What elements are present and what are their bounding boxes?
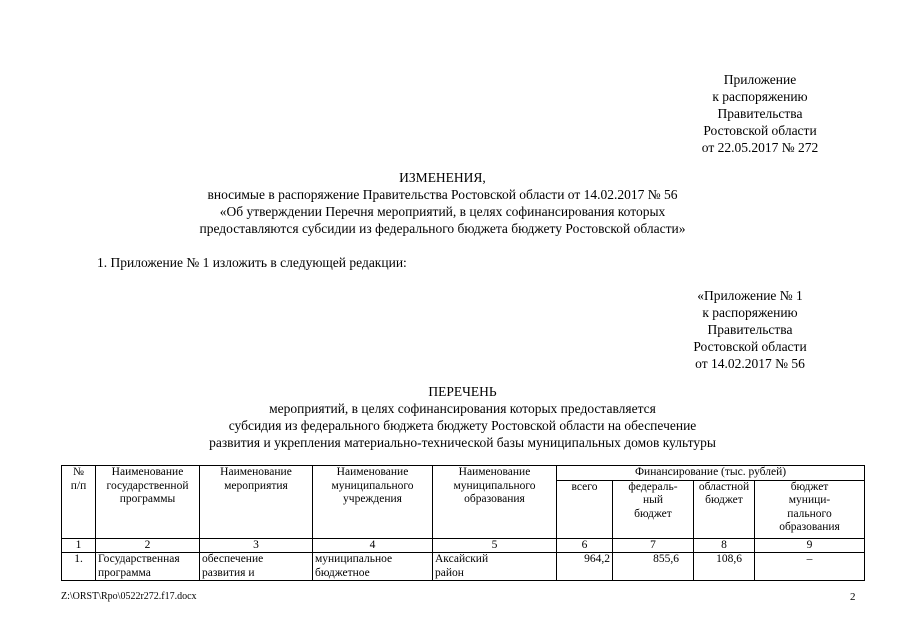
annex-line: Ростовской области (693, 339, 807, 354)
row-institution: муниципальное бюджетное (313, 553, 433, 581)
column-number: 2 (96, 538, 200, 553)
annex-line: к распоряжению (702, 305, 798, 320)
column-number: 1 (62, 538, 96, 553)
table-row (62, 553, 865, 581)
list-line: мероприятий, в целях софинансирования которых предоставляется (269, 401, 656, 416)
changes-line: предоставляются субсидии из федерального бюджета бюджету Ростовской области» (199, 221, 686, 236)
column-number: 6 (557, 538, 613, 553)
header-total: всего (557, 480, 613, 538)
approval-line: от 22.05.2017 № 272 (701, 140, 819, 155)
column-number: 7 (613, 538, 694, 553)
header-num: № п/п (62, 466, 96, 539)
header-federal: федераль- ный бюджет (613, 480, 694, 538)
approval-line: к распоряжению (712, 89, 808, 104)
column-number-row (62, 538, 865, 553)
header-event: Наименование мероприятия (200, 466, 313, 539)
paragraph-1: 1. Приложение № 1 изложить в следующей редакции: (97, 255, 407, 270)
list-title: ПЕРЕЧЕНЬ (428, 384, 497, 399)
annex-line: от 14.02.2017 № 56 (695, 356, 805, 371)
page-number: 2 (850, 591, 856, 603)
row-num: 1. (62, 553, 96, 581)
list-title-block (10, 383, 905, 451)
row-municipality: Аксайский район (433, 553, 557, 581)
column-number: 3 (200, 538, 313, 553)
column-number: 5 (433, 538, 557, 553)
changes-title: ИЗМЕНЕНИЯ, (399, 170, 486, 185)
events-table (61, 465, 865, 581)
column-number: 8 (694, 538, 755, 553)
header-financing: Финансирование (тыс. рублей) (557, 466, 865, 481)
changes-title-block (0, 169, 895, 237)
changes-line: вносимые в распоряжение Правительства Ростовской области от 14.02.2017 № 56 (207, 187, 678, 202)
approval-line: Приложение (723, 72, 797, 87)
annex-line: «Приложение № 1 (697, 288, 803, 303)
header-institution: Наименование муниципального учреждения (313, 466, 433, 539)
header-regional: областной бюджет (694, 480, 755, 538)
header-municipal: бюджет муници- пального образования (755, 480, 865, 538)
header-program: Наименование государственной программы (96, 466, 200, 539)
approval-line: Правительства (717, 106, 803, 121)
column-number: 4 (313, 538, 433, 553)
row-program: Государственная программа (96, 553, 200, 581)
list-line: развития и укрепления материально-технической базы муниципальных домов культуры (209, 435, 716, 450)
changes-line: «Об утверждении Перечня мероприятий, в целях софинансирования которых (219, 204, 666, 219)
row-total: 964,2 (557, 553, 613, 581)
file-path: Z:\ORST\Rpo\0522r272.f17.docx (61, 591, 197, 602)
row-regional: 108,6 (694, 553, 755, 581)
header-municipality: Наименование муниципального образования (433, 466, 557, 539)
row-federal: 855,6 (613, 553, 694, 581)
annex-line: Правительства (707, 322, 793, 337)
list-line: субсидия из федерального бюджета бюджету Ростовской области на обеспечение (228, 418, 697, 433)
row-event: обеспечение развития и (200, 553, 313, 581)
approval-header (680, 71, 840, 156)
row-municipal: – (755, 553, 865, 581)
annex-header (670, 287, 830, 372)
approval-line: Ростовской области (703, 123, 817, 138)
column-number: 9 (755, 538, 865, 553)
